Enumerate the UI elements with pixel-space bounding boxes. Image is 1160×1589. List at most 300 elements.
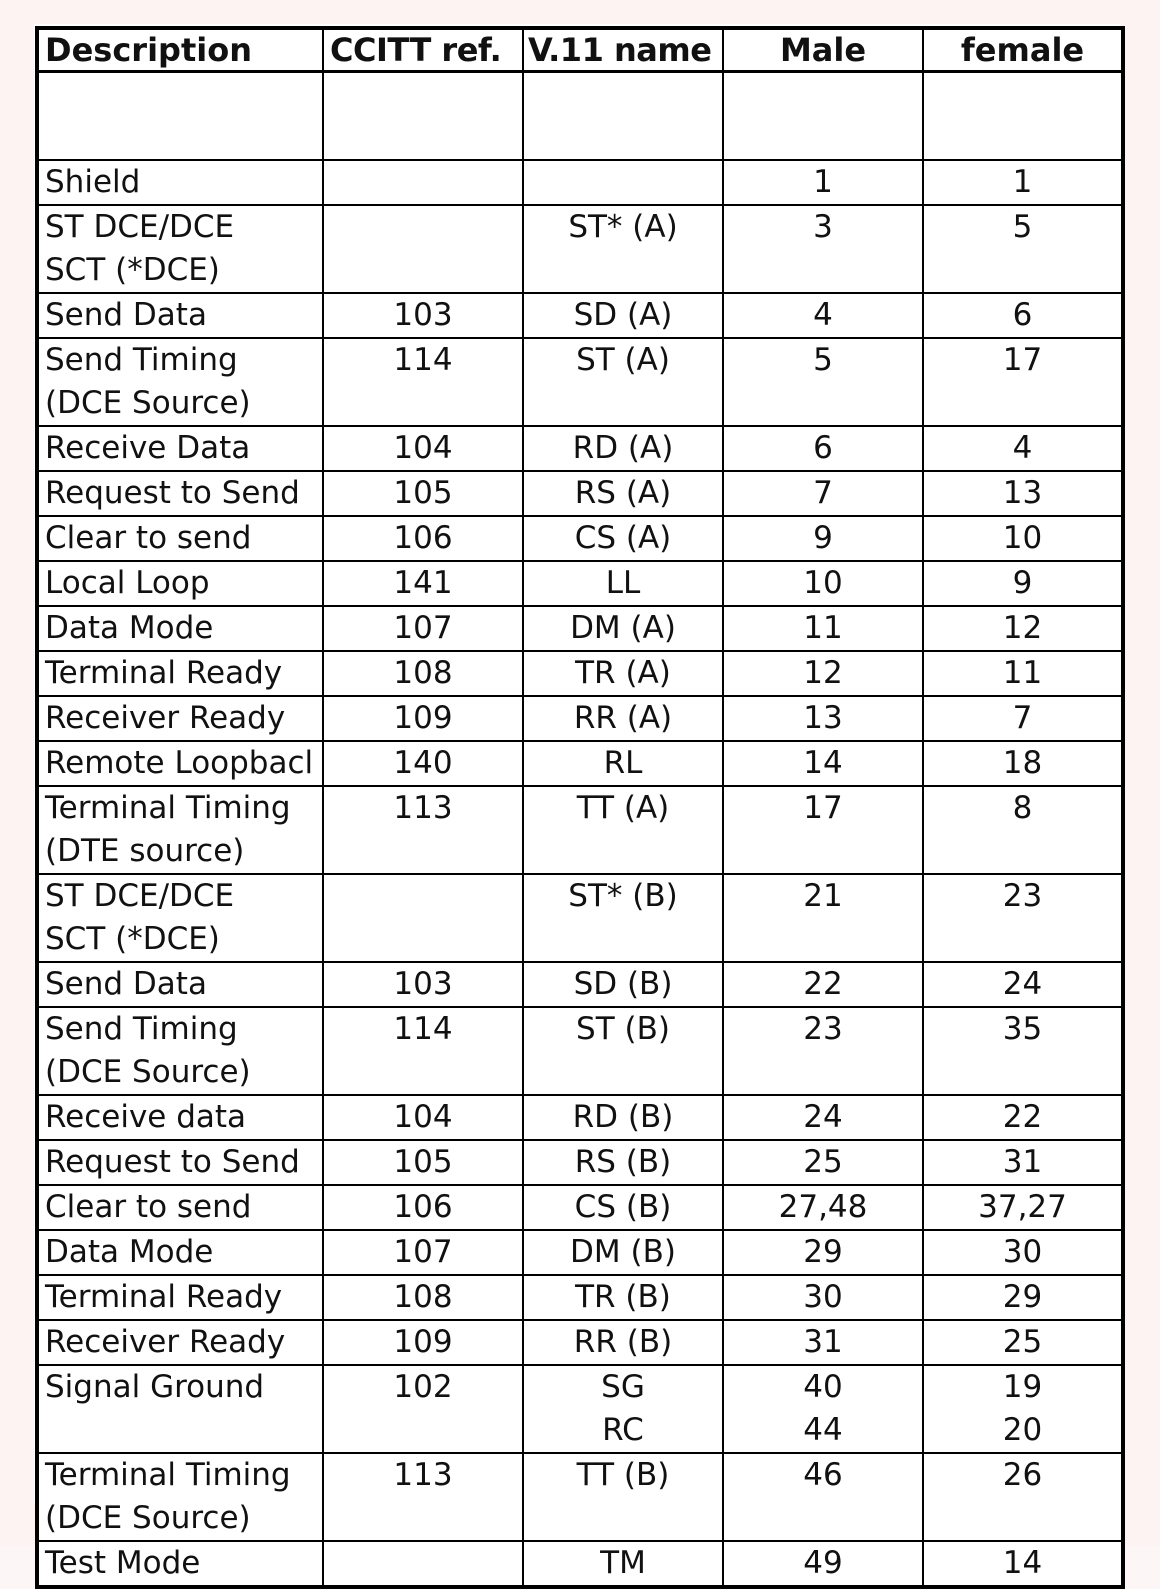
- cell-line: [730, 73, 916, 116]
- cell-line: [530, 918, 716, 961]
- cell-line: 10: [1002, 520, 1043, 556]
- cell-female-pin: [923, 1007, 1123, 1095]
- cell-line: 8: [1012, 790, 1033, 826]
- table-row: [37, 205, 1123, 293]
- cell-line: 1: [1012, 164, 1033, 200]
- cell-line: TR (B): [575, 1279, 671, 1315]
- cell-line: 40: [803, 1369, 843, 1405]
- cell-female-pin: [923, 293, 1123, 338]
- cell-male-pin: [723, 1095, 923, 1140]
- cell-male-pin: [723, 696, 923, 741]
- cell-line: 107: [393, 610, 453, 646]
- cell-line: RL: [603, 745, 643, 781]
- cell-v11-name: [523, 426, 723, 471]
- cell-v11-name: [523, 1230, 723, 1275]
- cell-description: [37, 1365, 323, 1453]
- cell-line: CS (B): [574, 1189, 672, 1225]
- cell-ccitt-ref: [323, 874, 523, 962]
- table-row: [37, 962, 1123, 1007]
- cell-line: SG: [601, 1369, 645, 1405]
- header-row: [37, 28, 1123, 72]
- cell-v11-name: [523, 1007, 723, 1095]
- header-female: female: [923, 28, 1123, 72]
- cell-line: 5: [813, 342, 833, 378]
- cell-description: [37, 160, 323, 205]
- cell-line: 107: [393, 1234, 453, 1270]
- cell-line: LL: [605, 565, 641, 601]
- cell-line: 108: [393, 1279, 453, 1315]
- cell-line: 14: [1002, 1545, 1043, 1581]
- cell-line: Clear to send: [45, 520, 252, 556]
- cell-line: [45, 73, 316, 116]
- cell-line: Send Data: [45, 966, 207, 1002]
- cell-male-pin: [723, 962, 923, 1007]
- cell-description: [37, 338, 323, 426]
- table-row: [37, 1453, 1123, 1541]
- table-row: [37, 561, 1123, 606]
- cell-line: 29: [803, 1234, 843, 1270]
- table-row: [37, 606, 1123, 651]
- cell-line: Terminal Timing: [45, 790, 291, 826]
- cell-line: 23: [803, 1011, 843, 1047]
- cell-line: 103: [393, 297, 453, 333]
- cell-female-pin: [923, 72, 1123, 161]
- table-row: [37, 471, 1123, 516]
- cell-description: [37, 516, 323, 561]
- cell-female-pin: [923, 426, 1123, 471]
- cell-description: [37, 874, 323, 962]
- cell-line: [530, 116, 716, 159]
- cell-line: [330, 1409, 516, 1452]
- cell-line: [730, 249, 916, 292]
- cell-v11-name: [523, 1095, 723, 1140]
- cell-male-pin: [723, 1140, 923, 1185]
- cell-line: RD (B): [572, 1099, 674, 1135]
- cell-line: Data Mode: [45, 1234, 214, 1270]
- cell-line: 113: [393, 1457, 453, 1493]
- cell-line: Shield: [45, 164, 141, 200]
- cell-female-pin: [923, 160, 1123, 205]
- cell-v11-name: [523, 561, 723, 606]
- cell-line: 20: [1002, 1412, 1043, 1448]
- cell-line: [45, 116, 316, 159]
- cell-line: ST (A): [576, 342, 670, 378]
- cell-line: 24: [803, 1099, 843, 1135]
- cell-line: (DCE Source): [45, 385, 251, 421]
- cell-description: [37, 962, 323, 1007]
- cell-line: 103: [393, 966, 453, 1002]
- cell-ccitt-ref: [323, 786, 523, 874]
- cell-v11-name: [523, 205, 723, 293]
- cell-line: RD (A): [572, 430, 674, 466]
- cell-v11-name: [523, 338, 723, 426]
- cell-v11-name: [523, 160, 723, 205]
- cell-ccitt-ref: [323, 962, 523, 1007]
- cell-ccitt-ref: [323, 72, 523, 161]
- cell-line: 7: [1012, 700, 1033, 736]
- table-header: [37, 28, 1123, 72]
- cell-male-pin: [723, 1230, 923, 1275]
- cell-line: 26: [1002, 1457, 1043, 1493]
- cell-male-pin: [723, 1453, 923, 1541]
- cell-line: DM (B): [570, 1234, 676, 1270]
- cell-female-pin: [923, 874, 1123, 962]
- cell-line: RC: [602, 1412, 644, 1448]
- cell-female-pin: [923, 1185, 1123, 1230]
- cell-line: (DCE Source): [45, 1500, 251, 1536]
- cell-line: [730, 116, 916, 159]
- cell-ccitt-ref: [323, 1230, 523, 1275]
- cell-line: [330, 73, 516, 116]
- cell-line: 49: [803, 1545, 843, 1581]
- cell-line: [930, 1051, 1115, 1094]
- table-row: [37, 1365, 1123, 1453]
- cell-v11-name: [523, 786, 723, 874]
- cell-ccitt-ref: [323, 1320, 523, 1365]
- table-row: [37, 741, 1123, 786]
- cell-line: CS (A): [574, 520, 672, 556]
- cell-male-pin: [723, 1007, 923, 1095]
- cell-line: 6: [813, 430, 833, 466]
- cell-ccitt-ref: [323, 160, 523, 205]
- cell-line: ST* (A): [568, 209, 678, 245]
- cell-line: DM (A): [570, 610, 676, 646]
- cell-line: 14: [803, 745, 843, 781]
- cell-female-pin: [923, 696, 1123, 741]
- cell-description: [37, 426, 323, 471]
- cell-v11-name: [523, 1140, 723, 1185]
- cell-v11-name: [523, 516, 723, 561]
- header-male: Male: [723, 28, 923, 72]
- cell-male-pin: [723, 160, 923, 205]
- cell-line: 25: [803, 1144, 843, 1180]
- cell-line: [530, 73, 716, 116]
- cell-line: [330, 1497, 516, 1540]
- table-row: [37, 1541, 1123, 1587]
- cell-ccitt-ref: [323, 338, 523, 426]
- cell-line: TR (A): [575, 655, 671, 691]
- cell-line: 104: [393, 430, 453, 466]
- cell-line: RS (A): [574, 475, 672, 511]
- cell-description: [37, 205, 323, 293]
- cell-female-pin: [923, 741, 1123, 786]
- cell-line: 22: [1002, 1099, 1043, 1135]
- cell-line: Terminal Ready: [45, 655, 283, 691]
- cell-line: 109: [393, 700, 453, 736]
- cell-line: 105: [393, 475, 453, 511]
- cell-v11-name: [523, 1275, 723, 1320]
- cell-line: TT (B): [576, 1457, 670, 1493]
- cell-description: [37, 651, 323, 696]
- cell-female-pin: [923, 516, 1123, 561]
- cell-female-pin: [923, 561, 1123, 606]
- table-body: [37, 72, 1123, 1588]
- cell-line: Signal Ground: [45, 1369, 265, 1405]
- cell-description: [37, 1185, 323, 1230]
- cell-line: [930, 116, 1115, 159]
- cell-line: [730, 830, 916, 873]
- cell-ccitt-ref: [323, 1095, 523, 1140]
- cell-line: [530, 1497, 716, 1540]
- cell-female-pin: [923, 471, 1123, 516]
- cell-v11-name: [523, 696, 723, 741]
- cell-v11-name: [523, 1541, 723, 1587]
- cell-description: [37, 1140, 323, 1185]
- cell-line: 19: [1002, 1369, 1043, 1405]
- cell-line: [530, 249, 716, 292]
- cell-line: 17: [1002, 342, 1043, 378]
- cell-male-pin: [723, 516, 923, 561]
- cell-male-pin: [723, 1275, 923, 1320]
- cell-v11-name: [523, 606, 723, 651]
- cell-line: 106: [393, 1189, 453, 1225]
- cell-line: 17: [803, 790, 843, 826]
- cell-line: [530, 161, 716, 204]
- cell-ccitt-ref: [323, 426, 523, 471]
- cell-line: Terminal Ready: [45, 1279, 283, 1315]
- cell-line: 27,48: [778, 1189, 868, 1225]
- cell-ccitt-ref: [323, 696, 523, 741]
- cell-line: Request to Send: [45, 475, 300, 511]
- cell-line: 30: [803, 1279, 843, 1315]
- cell-male-pin: [723, 205, 923, 293]
- cell-description: [37, 1541, 323, 1587]
- cell-line: 7: [813, 475, 833, 511]
- table-row: [37, 72, 1123, 161]
- cell-line: 4: [813, 297, 833, 333]
- cell-v11-name: [523, 72, 723, 161]
- cell-line: 140: [393, 745, 453, 781]
- cell-line: (DTE source): [45, 833, 245, 869]
- cell-description: [37, 1095, 323, 1140]
- cell-line: Send Data: [45, 297, 207, 333]
- cell-line: SD (A): [573, 297, 673, 333]
- cell-ccitt-ref: [323, 205, 523, 293]
- cell-line: [330, 1542, 516, 1585]
- cell-line: [530, 1051, 716, 1094]
- header-v11-name: V.11 name: [523, 28, 723, 72]
- cell-v11-name: [523, 651, 723, 696]
- cell-female-pin: [923, 1095, 1123, 1140]
- cell-line: 13: [1002, 475, 1043, 511]
- cell-line: 9: [813, 520, 833, 556]
- cell-line: ST DCE/DCE: [45, 878, 235, 914]
- cell-line: Request to Send: [45, 1144, 300, 1180]
- cell-line: 113: [393, 790, 453, 826]
- cell-line: ST DCE/DCE: [45, 209, 235, 245]
- cell-line: [330, 161, 516, 204]
- cell-line: 1: [813, 164, 833, 200]
- cell-line: 6: [1012, 297, 1033, 333]
- cell-line: 104: [393, 1099, 453, 1135]
- cell-line: 12: [803, 655, 843, 691]
- cell-line: Receive data: [45, 1099, 247, 1135]
- cell-line: Send Timing: [45, 1011, 238, 1047]
- cell-line: 114: [393, 1011, 453, 1047]
- cell-line: [330, 875, 516, 918]
- cell-line: SD (B): [573, 966, 673, 1002]
- cell-line: Terminal Timing: [45, 1457, 291, 1493]
- cell-line: SCT (*DCE): [45, 252, 220, 288]
- cell-line: [530, 830, 716, 873]
- cell-line: [730, 382, 916, 425]
- cell-ccitt-ref: [323, 651, 523, 696]
- cell-ccitt-ref: [323, 606, 523, 651]
- cell-ccitt-ref: [323, 293, 523, 338]
- cell-description: [37, 561, 323, 606]
- table-row: [37, 160, 1123, 205]
- cell-v11-name: [523, 1365, 723, 1453]
- cell-line: 12: [1002, 610, 1043, 646]
- cell-line: [45, 1409, 316, 1452]
- cell-description: [37, 1320, 323, 1365]
- cell-ccitt-ref: [323, 1140, 523, 1185]
- table-row: [37, 516, 1123, 561]
- table-row: [37, 1140, 1123, 1185]
- cell-line: 11: [803, 610, 843, 646]
- cell-female-pin: [923, 1453, 1123, 1541]
- table-row: [37, 696, 1123, 741]
- cell-line: [930, 249, 1115, 292]
- table-row: [37, 1095, 1123, 1140]
- cell-line: [730, 1051, 916, 1094]
- cell-female-pin: [923, 651, 1123, 696]
- header-ccitt-ref: CCITT ref.: [323, 28, 523, 72]
- cell-line: 24: [1002, 966, 1043, 1002]
- cell-male-pin: [723, 741, 923, 786]
- cell-line: 105: [393, 1144, 453, 1180]
- cell-line: 114: [393, 342, 453, 378]
- cell-male-pin: [723, 293, 923, 338]
- cell-line: RR (B): [573, 1324, 673, 1360]
- cell-ccitt-ref: [323, 561, 523, 606]
- cell-line: 5: [1012, 209, 1033, 245]
- cell-line: [330, 116, 516, 159]
- cell-line: [330, 1051, 516, 1094]
- cell-line: 30: [1002, 1234, 1043, 1270]
- cell-v11-name: [523, 741, 723, 786]
- cell-line: [330, 206, 516, 249]
- cell-line: 21: [803, 878, 843, 914]
- cell-line: 141: [393, 565, 453, 601]
- cell-line: 31: [1002, 1144, 1043, 1180]
- cell-male-pin: [723, 72, 923, 161]
- cell-line: [330, 382, 516, 425]
- cell-line: [330, 249, 516, 292]
- cell-line: 13: [803, 700, 843, 736]
- cell-ccitt-ref: [323, 516, 523, 561]
- cell-line: 9: [1012, 565, 1033, 601]
- cell-line: TM: [600, 1545, 646, 1581]
- cell-line: 23: [1002, 878, 1043, 914]
- cell-line: 44: [803, 1412, 843, 1448]
- cell-line: [930, 73, 1115, 116]
- table-row: [37, 874, 1123, 962]
- cell-female-pin: [923, 786, 1123, 874]
- cell-male-pin: [723, 1320, 923, 1365]
- cell-line: Local Loop: [45, 565, 210, 601]
- margin-top: [0, 0, 1160, 24]
- cell-line: Clear to send: [45, 1189, 252, 1225]
- cell-v11-name: [523, 1453, 723, 1541]
- cell-line: TT (A): [576, 790, 670, 826]
- cell-female-pin: [923, 1140, 1123, 1185]
- pinout-table: [35, 26, 1125, 1589]
- cell-ccitt-ref: [323, 1453, 523, 1541]
- cell-description: [37, 471, 323, 516]
- margin-right: [1120, 0, 1160, 1546]
- cell-v11-name: [523, 1185, 723, 1230]
- cell-ccitt-ref: [323, 1541, 523, 1587]
- cell-v11-name: [523, 1320, 723, 1365]
- cell-female-pin: [923, 1275, 1123, 1320]
- cell-line: 46: [803, 1457, 843, 1493]
- cell-female-pin: [923, 962, 1123, 1007]
- cell-v11-name: [523, 874, 723, 962]
- cell-line: 108: [393, 655, 453, 691]
- cell-female-pin: [923, 1541, 1123, 1587]
- cell-line: (DCE Source): [45, 1054, 251, 1090]
- cell-line: Test Mode: [45, 1545, 201, 1581]
- cell-description: [37, 1007, 323, 1095]
- table-row: [37, 1320, 1123, 1365]
- cell-line: RR (A): [573, 700, 673, 736]
- cell-ccitt-ref: [323, 1275, 523, 1320]
- cell-line: 10: [803, 565, 843, 601]
- cell-description: [37, 293, 323, 338]
- table-row: [37, 338, 1123, 426]
- header-description: Description: [37, 28, 323, 72]
- cell-line: 102: [393, 1369, 453, 1405]
- cell-description: [37, 1453, 323, 1541]
- cell-line: Remote Loopbacl: [45, 745, 314, 781]
- cell-line: RS (B): [574, 1144, 672, 1180]
- cell-male-pin: [723, 561, 923, 606]
- table-row: [37, 651, 1123, 696]
- cell-male-pin: [723, 471, 923, 516]
- cell-line: [930, 1497, 1115, 1540]
- cell-ccitt-ref: [323, 1365, 523, 1453]
- cell-description: [37, 1230, 323, 1275]
- cell-line: [330, 830, 516, 873]
- cell-v11-name: [523, 962, 723, 1007]
- cell-line: 18: [1002, 745, 1043, 781]
- cell-description: [37, 606, 323, 651]
- cell-male-pin: [723, 1541, 923, 1587]
- cell-line: [730, 1497, 916, 1540]
- cell-line: [330, 918, 516, 961]
- cell-line: Receiver Ready: [45, 700, 286, 736]
- cell-line: 4: [1012, 430, 1033, 466]
- cell-line: 35: [1002, 1011, 1043, 1047]
- cell-female-pin: [923, 1230, 1123, 1275]
- cell-ccitt-ref: [323, 1007, 523, 1095]
- cell-line: 25: [1002, 1324, 1043, 1360]
- cell-line: [930, 830, 1115, 873]
- cell-male-pin: [723, 651, 923, 696]
- table-row: [37, 1275, 1123, 1320]
- cell-male-pin: [723, 786, 923, 874]
- cell-line: Data Mode: [45, 610, 214, 646]
- cell-male-pin: [723, 606, 923, 651]
- cell-line: ST* (B): [568, 878, 678, 914]
- cell-line: 22: [803, 966, 843, 1002]
- cell-line: Receiver Ready: [45, 1324, 286, 1360]
- cell-male-pin: [723, 426, 923, 471]
- cell-description: [37, 741, 323, 786]
- cell-line: [730, 918, 916, 961]
- table-row: [37, 1007, 1123, 1095]
